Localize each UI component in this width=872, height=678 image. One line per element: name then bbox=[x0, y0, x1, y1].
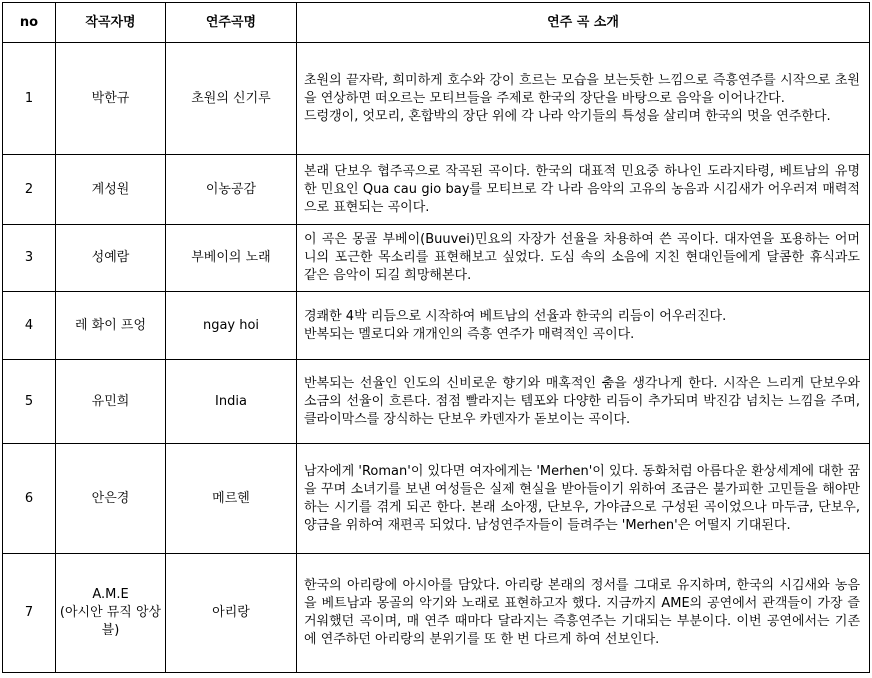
table-row bbox=[3, 225, 870, 292]
row-title: 아리랑 bbox=[166, 554, 297, 673]
row-title: 초원의 신기루 bbox=[166, 43, 297, 155]
header-no: no bbox=[3, 3, 56, 43]
row-no: 3 bbox=[3, 225, 56, 292]
row-description: 한국의 아리랑에 아시아를 담았다. 아리랑 본래의 정서를 그대로 유지하며, 한국의 시김새와 농음을 베트남과 몽골의 악기와 노래로 표현하고자 했다. 지금까지 AME의 공연에서 관객들이 가장 즐거워했던 곡이며, 매 연주 때마다 달라지는 즉흥연주는 기대되는 부분이다. 이번 공연에서는 기존에 연주하던 아리랑의 분위기를 또 한 번 다르게 하여 선보인다. bbox=[297, 554, 870, 673]
row-no: 2 bbox=[3, 155, 56, 225]
header-row bbox=[3, 3, 870, 43]
row-no: 7 bbox=[3, 554, 56, 673]
table-row bbox=[3, 292, 870, 360]
row-composer: 계성원 bbox=[56, 155, 166, 225]
row-composer: A.M.E (아시안 뮤직 앙상블) bbox=[56, 554, 166, 673]
row-title: 이농공감 bbox=[166, 155, 297, 225]
header-title: 연주곡명 bbox=[166, 3, 297, 43]
row-title: 부베이의 노래 bbox=[166, 225, 297, 292]
row-no: 6 bbox=[3, 444, 56, 554]
row-title: India bbox=[166, 360, 297, 444]
row-composer: 박한규 bbox=[56, 43, 166, 155]
table-row bbox=[3, 155, 870, 225]
row-no: 5 bbox=[3, 360, 56, 444]
table-row bbox=[3, 554, 870, 673]
row-no: 1 bbox=[3, 43, 56, 155]
row-composer: 유민희 bbox=[56, 360, 166, 444]
table-row bbox=[3, 43, 870, 155]
table-row bbox=[3, 360, 870, 444]
row-composer: 안은경 bbox=[56, 444, 166, 554]
row-description: 초원의 끝자락, 희미하게 호수와 강이 흐르는 모습을 보는듯한 느낌으로 즉흥연주를 시작으로 초원을 연상하면 떠오르는 모티브들을 주제로 한국의 장단을 바탕으로 음악을 이어나간다. 드렁갱이, 엇모리, 혼합박의 장단 위에 각 나라 악기들의 특성을 살리며 한국의 멋을 연주한다. bbox=[297, 43, 870, 155]
row-no: 4 bbox=[3, 292, 56, 360]
row-description: 반복되는 선율인 인도의 신비로운 향기와 매혹적인 춤을 생각나게 한다. 시작은 느리게 단보우와 소금의 선율이 흐른다. 점점 빨라지는 템포와 다양한 리듬이 추가되며 박진감 넘치는 느낌을 주며, 클라이막스를 장식하는 단보우 카덴자가 돋보이는 곡이다. bbox=[297, 360, 870, 444]
row-description: 이 곡은 몽골 부베이(Buuvei)민요의 자장가 선율을 차용하여 쓴 곡이다. 대자연을 포용하는 어머니의 포근한 목소리를 표현해보고 싶었다. 도심 속의 소음에 지친 현대인들에게 달콤한 휴식과도 같은 음악이 되길 희망해본다. bbox=[297, 225, 870, 292]
header-composer: 작곡자명 bbox=[56, 3, 166, 43]
program-table bbox=[2, 2, 870, 673]
row-description: 경쾌한 4박 리듬으로 시작하여 베트남의 선율과 한국의 리듬이 어우러진다. 반복되는 멜로디와 개개인의 즉흥 연주가 매력적인 곡이다. bbox=[297, 292, 870, 360]
row-composer: 레 화이 프엉 bbox=[56, 292, 166, 360]
row-title: ngay hoi bbox=[166, 292, 297, 360]
row-composer: 성예람 bbox=[56, 225, 166, 292]
header-description: 연주 곡 소개 bbox=[297, 3, 870, 43]
row-title: 메르헨 bbox=[166, 444, 297, 554]
row-description: 남자에게 'Roman'이 있다면 여자에게는 'Merhen'이 있다. 동화처럼 아름다운 환상세계에 대한 꿈을 꾸며 소녀기를 보낸 여성들은 실제 현실을 받아들이기 위하여 조금은 불가피한 고민들을 해야만하는 시기를 겪게 되곤 한다. 본래 소아쟁, 단보우, 가야금으로 구성된 곡이었으나 마두금, 단보우, 양금을 위하여 재편곡 되었다. 남성연주자들이 들려주는 'Merhen'은 어떨지 기대된다. bbox=[297, 444, 870, 554]
row-description: 본래 단보우 협주곡으로 작곡된 곡이다. 한국의 대표적 민요중 하나인 도라지타령, 베트남의 유명한 민요인 Qua cau gio bay를 모티브로 각 나라 음악의 고유의 농음과 시김새가 어우러져 매력적으로 표현되는 곡이다. bbox=[297, 155, 870, 225]
table-row bbox=[3, 444, 870, 554]
